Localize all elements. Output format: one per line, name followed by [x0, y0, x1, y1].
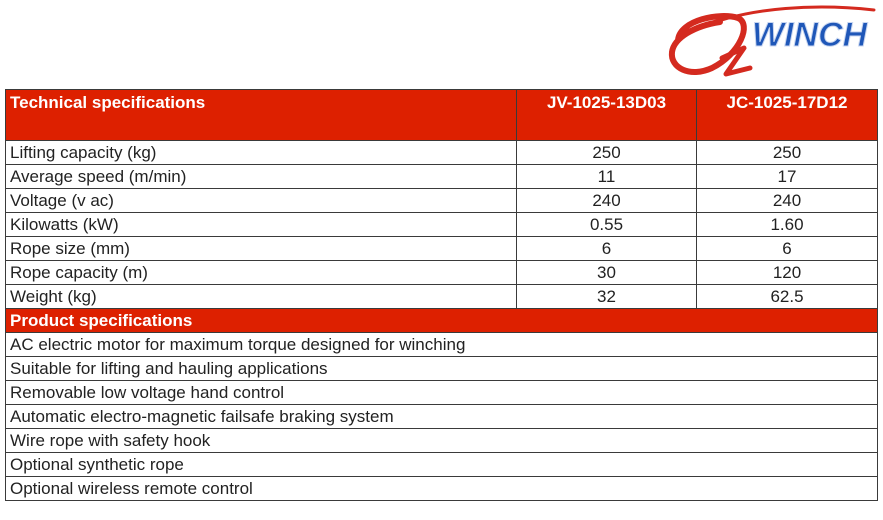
row-value-1: 240 — [517, 189, 697, 213]
table-row — [6, 213, 878, 237]
row-value-2: 6 — [697, 237, 878, 261]
spec-table — [5, 89, 878, 501]
row-value-2: 1.60 — [697, 213, 878, 237]
row-value-1: 250 — [517, 141, 697, 165]
list-item — [6, 453, 878, 477]
row-value-2: 250 — [697, 141, 878, 165]
feature-text: Removable low voltage hand control — [6, 381, 878, 405]
header-model-2: JC-1025-17D12 — [697, 90, 878, 141]
row-value-2: 120 — [697, 261, 878, 285]
feature-text: Wire rope with safety hook — [6, 429, 878, 453]
row-value-2: 240 — [697, 189, 878, 213]
row-value-2: 62.5 — [697, 285, 878, 309]
table-row — [6, 165, 878, 189]
header-title: Technical specifications — [6, 90, 517, 141]
table-row — [6, 141, 878, 165]
table-row — [6, 285, 878, 309]
feature-text: Automatic electro-magnetic failsafe braking system — [6, 405, 878, 429]
header-model-1: JV-1025-13D03 — [517, 90, 697, 141]
feature-text: Optional synthetic rope — [6, 453, 878, 477]
row-label: Lifting capacity (kg) — [6, 141, 517, 165]
row-label: Kilowatts (kW) — [6, 213, 517, 237]
row-label: Average speed (m/min) — [6, 165, 517, 189]
list-item — [6, 429, 878, 453]
table-row — [6, 261, 878, 285]
row-value-1: 0.55 — [517, 213, 697, 237]
row-value-1: 6 — [517, 237, 697, 261]
feature-text: Suitable for lifting and hauling applications — [6, 357, 878, 381]
list-item — [6, 405, 878, 429]
table-row — [6, 189, 878, 213]
row-value-2: 17 — [697, 165, 878, 189]
row-value-1: 32 — [517, 285, 697, 309]
list-item — [6, 357, 878, 381]
ozwinch-logo — [660, 2, 880, 84]
list-item — [6, 381, 878, 405]
feature-text: Optional wireless remote control — [6, 477, 878, 501]
section-title: Product specifications — [6, 309, 878, 333]
spec-header-row — [6, 90, 878, 141]
feature-text: AC electric motor for maximum torque designed for winching — [6, 333, 878, 357]
row-label: Weight (kg) — [6, 285, 517, 309]
product-spec-header-row — [6, 309, 878, 333]
list-item — [6, 477, 878, 501]
row-value-1: 30 — [517, 261, 697, 285]
row-label: Rope capacity (m) — [6, 261, 517, 285]
logo-winch-text: WINCH — [752, 16, 868, 54]
row-value-1: 11 — [517, 165, 697, 189]
list-item — [6, 333, 878, 357]
row-label: Rope size (mm) — [6, 237, 517, 261]
table-row — [6, 237, 878, 261]
row-label: Voltage (v ac) — [6, 189, 517, 213]
